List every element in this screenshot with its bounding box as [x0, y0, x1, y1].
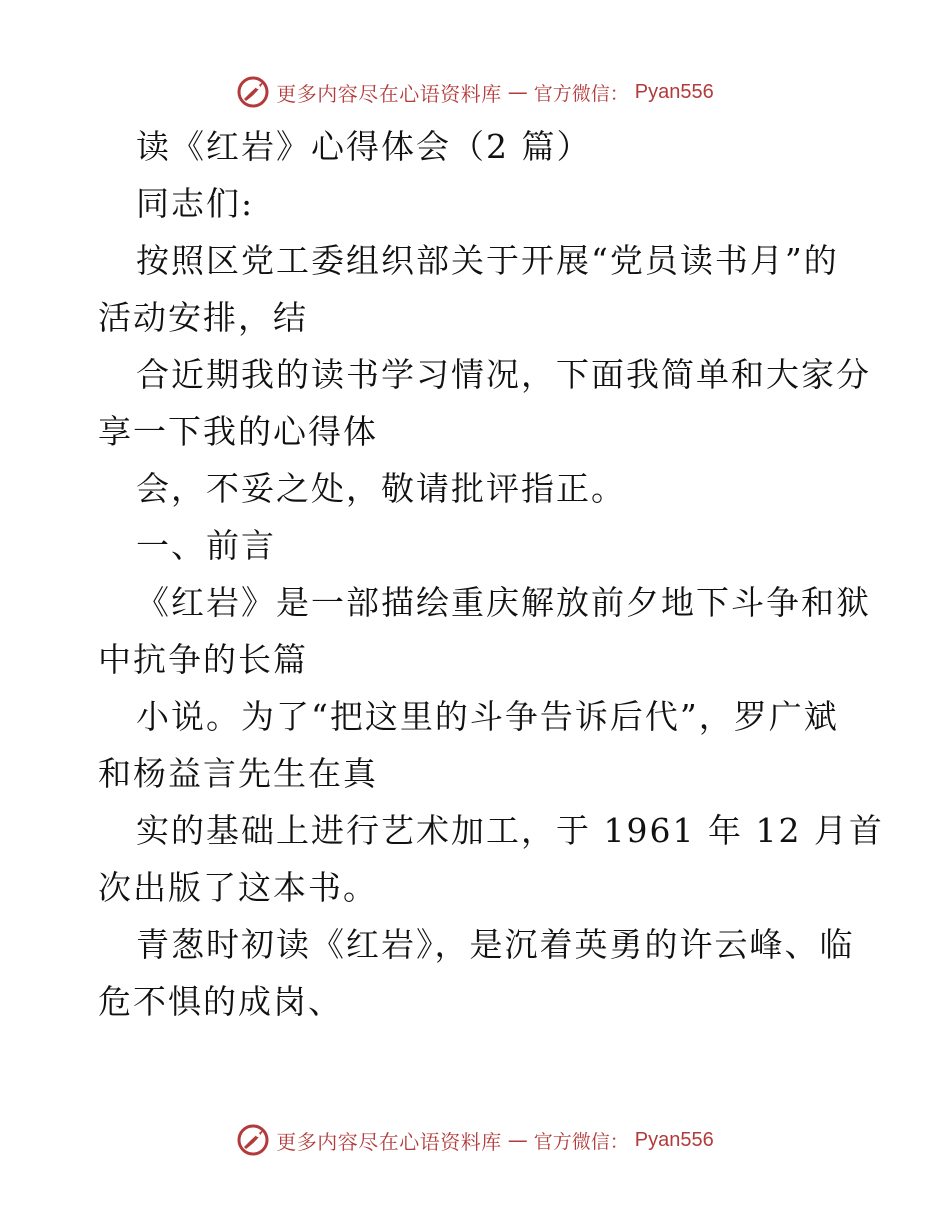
watermark-wechat-id: Pyan556 — [634, 80, 714, 103]
watermark-label: 官方微信： — [533, 1130, 629, 1153]
watermark-label: 官方微信： — [533, 82, 629, 105]
section-heading: 一、前言 — [136, 526, 276, 565]
paragraph-line: 青葱时初读《红岩》，是沉着英勇的许云峰、临 — [136, 925, 855, 964]
quill-pen-icon — [236, 75, 270, 109]
watermark-site-text: 更多内容尽在心语资料库 — [276, 81, 502, 106]
paragraph-line: 合近期我的读书学习情况，下面我简单和大家分 — [136, 355, 871, 394]
paragraph-line: 小说。为了“把这里的斗争告诉后代”，罗广斌 — [136, 697, 839, 736]
paragraph-line: 危不惧的成岗、 — [98, 982, 343, 1021]
watermark-site-text: 更多内容尽在心语资料库 — [276, 1129, 502, 1154]
paragraph-line: 中抗争的长篇 — [98, 640, 308, 679]
paragraph-line: 次出版了这本书。 — [98, 868, 378, 907]
paragraph-line: 和杨益言先生在真 — [98, 754, 378, 793]
paragraph-line: 实的基础上进行艺术加工，于 1961 年 12 月首 — [136, 811, 884, 850]
paragraph-line: 会，不妥之处，敬请批评指正。 — [136, 469, 626, 508]
salutation: 同志们: — [136, 184, 255, 223]
document-title: 读《红岩》心得体会（2 篇） — [136, 127, 592, 166]
watermark-dash: — — [507, 1128, 528, 1152]
paragraph-line: 按照区党工委组织部关于开展“党员读书月”的 — [136, 241, 839, 280]
watermark-dash: — — [507, 80, 528, 104]
paragraph-line: 活动安排，结 — [98, 298, 308, 337]
paragraph-line: 《红岩》是一部描绘重庆解放前夕地下斗争和狱 — [136, 583, 871, 622]
header-watermark — [0, 72, 950, 112]
document-body — [98, 118, 884, 1030]
watermark-wechat-id: Pyan556 — [634, 1128, 714, 1151]
quill-pen-icon — [236, 1123, 270, 1157]
paragraph-line: 享一下我的心得体 — [98, 412, 378, 451]
footer-watermark — [0, 1120, 950, 1160]
